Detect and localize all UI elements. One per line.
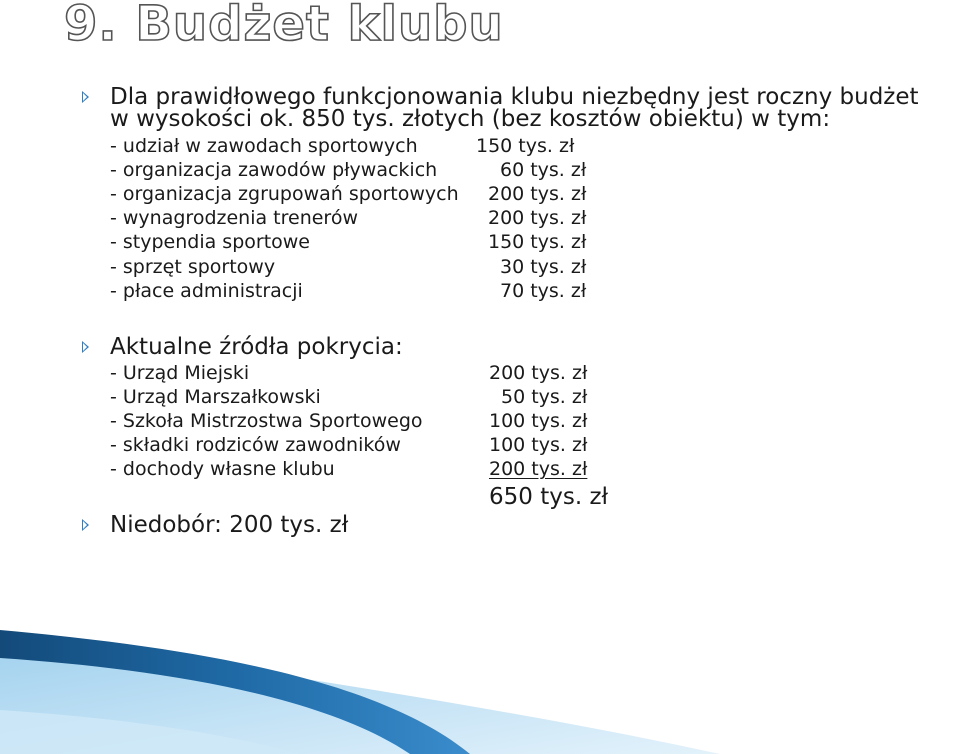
funding-item-label: - dochody własne klubu xyxy=(110,458,335,480)
cost-item-amount: 200 tys. zł xyxy=(488,183,587,205)
funding-item-amount: 50 tys. zł xyxy=(501,386,588,408)
funding-item-label: - Szkoła Mistrzostwa Sportowego xyxy=(110,410,423,432)
cost-item-amount: 150 tys. zł xyxy=(476,135,575,157)
funding-item-amount: 200 tys. zł xyxy=(489,362,588,384)
funding-total: 650 tys. zł xyxy=(489,484,609,510)
arrow-bullet-icon xyxy=(82,341,89,353)
cost-item-amount: 60 tys. zł xyxy=(500,159,587,181)
cost-item-amount: 150 tys. zł xyxy=(488,231,587,253)
cost-item-label: - sprzęt sportowy xyxy=(110,256,276,278)
funding-item-label: - Urząd Marszałkowski xyxy=(110,386,321,408)
funding-item-amount: 100 tys. zł xyxy=(489,410,588,432)
decorative-wave xyxy=(0,600,960,754)
cost-item-amount: 200 tys. zł xyxy=(488,207,587,229)
funding-item-label: - składki rodziców zawodników xyxy=(110,434,401,456)
funding-item-label: - Urząd Miejski xyxy=(110,362,250,384)
cost-item-amount: 70 tys. zł xyxy=(500,280,587,302)
cost-item-label: - stypendia sportowe xyxy=(110,231,311,253)
intro-line-1: Dla prawidłowego funkcjonowania klubu niezbędny jest roczny budżet xyxy=(110,84,919,110)
arrow-bullet-icon xyxy=(82,91,89,103)
cost-item-amount: 30 tys. zł xyxy=(500,256,587,278)
intro-line-2: w wysokości ok. 850 tys. złotych (bez kosztów obiektu) w tym: xyxy=(110,106,831,132)
arrow-bullet-icon xyxy=(82,519,89,531)
cost-item-label: - wynagrodzenia trenerów xyxy=(110,207,358,229)
cost-item-label: - udział w zawodach sportowych xyxy=(110,135,418,157)
cost-item-label: - organizacja zgrupowań sportowych xyxy=(110,183,459,205)
funding-item-amount: 200 tys. zł xyxy=(489,458,588,480)
deficit-text: Niedobór: 200 tys. zł xyxy=(110,512,349,538)
slide-title: 9. Budżet klubu xyxy=(64,0,504,52)
funding-item-amount: 100 tys. zł xyxy=(489,434,588,456)
cost-item-label: - organizacja zawodów pływackich xyxy=(110,159,438,181)
funding-heading: Aktualne źródła pokrycia: xyxy=(110,334,403,360)
cost-item-label: - płace administracji xyxy=(110,280,303,302)
